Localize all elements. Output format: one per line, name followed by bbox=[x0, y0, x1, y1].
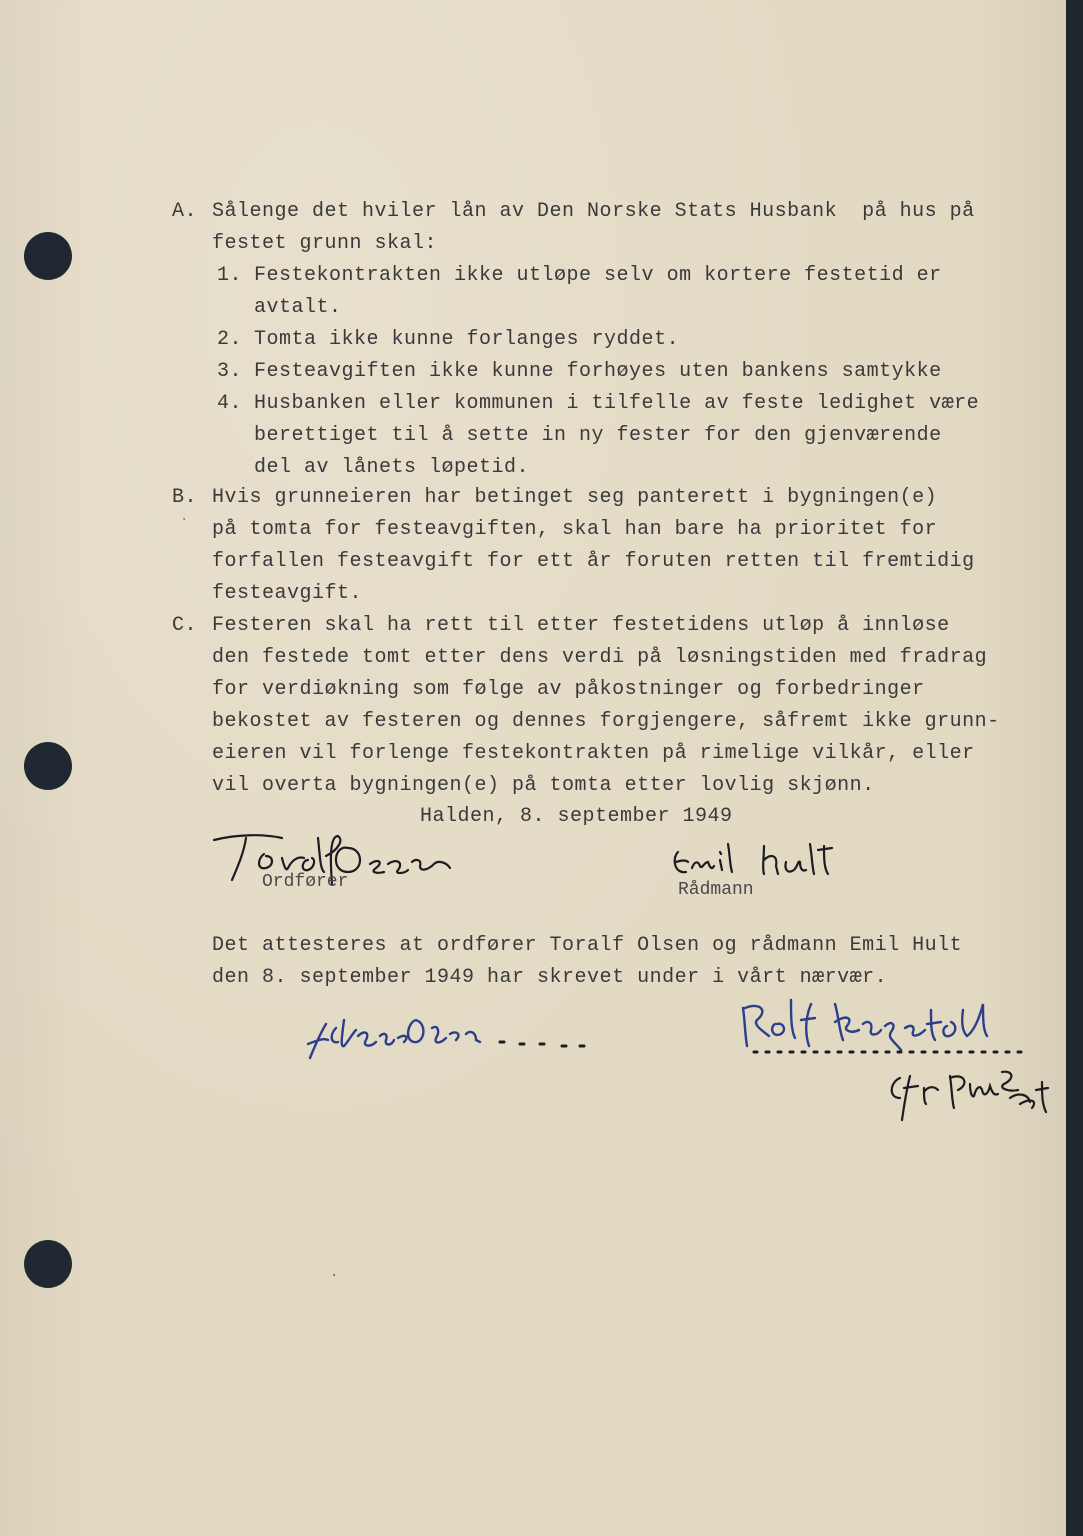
role-label-radmann: Rådmann bbox=[678, 880, 754, 900]
clause-marker: A. bbox=[172, 200, 198, 223]
clause-marker: C. bbox=[172, 614, 198, 637]
paper-speck: · bbox=[330, 1268, 339, 1284]
signature-witness-edgar-olsen bbox=[300, 1000, 600, 1085]
clause-line: Husbanken eller kommunen i tilfelle av feste ledighet være bbox=[254, 392, 980, 415]
clause-marker: 4. bbox=[217, 392, 243, 415]
role-label-ordforer: Ordfører bbox=[262, 872, 349, 892]
clause-line: Sålenge det hviler lån av Den Norske Stats Husbank på hus på bbox=[212, 200, 975, 223]
handwritten-note-signature bbox=[880, 1058, 1060, 1143]
clause-line: den festede tomt etter dens verdi på løsningstiden med fradrag bbox=[212, 646, 988, 669]
clause-line: forfallen festeavgift for ett år foruten retten til fremtidig bbox=[212, 550, 975, 573]
punch-hole bbox=[24, 1240, 72, 1288]
clause-line: vil overta bygningen(e) på tomta etter lovlig skjønn. bbox=[212, 774, 875, 797]
clause-line: på tomta for festeavgiften, skal han bare ha prioritet for bbox=[212, 518, 938, 541]
attestation-line: Det attesteres at ordfører Toralf Olsen og rådmann Emil Hult bbox=[212, 934, 963, 957]
punch-hole bbox=[24, 742, 72, 790]
clause-marker: 1. bbox=[217, 264, 243, 287]
place-date: Halden, 8. september 1949 bbox=[420, 805, 733, 828]
clause-line: festeavgift. bbox=[212, 582, 363, 605]
clause-line: del av lånets løpetid. bbox=[254, 456, 530, 479]
clause-line: festet grunn skal: bbox=[212, 232, 438, 255]
clause-line: eieren vil forlenge festekontrakten på rimelige vilkår, eller bbox=[212, 742, 975, 765]
punch-hole bbox=[24, 232, 72, 280]
clause-line: Hvis grunneieren har betinget seg panterett i bygningen(e) bbox=[212, 486, 938, 509]
clause-line: berettiget til å sette in ny fester for den gjenværende bbox=[254, 424, 942, 447]
attestation-line: den 8. september 1949 har skrevet under i vårt nærvær. bbox=[212, 966, 888, 989]
paper-speck: · bbox=[180, 512, 189, 528]
clause-marker: B. bbox=[172, 486, 198, 509]
clause-line: bekostet av festeren og dennes forgjengere, såfremt ikke grunn- bbox=[212, 710, 1000, 733]
clause-line: Festekontrakten ikke utløpe selv om kortere festetid er bbox=[254, 264, 942, 287]
clause-marker: 2. bbox=[217, 328, 243, 351]
scan-background bbox=[1066, 0, 1083, 1536]
clause-line: for verdiøkning som følge av påkostninger og forbedringer bbox=[212, 678, 925, 701]
clause-marker: 3. bbox=[217, 360, 243, 383]
clause-line: avtalt. bbox=[254, 296, 342, 319]
clause-line: Festeavgiften ikke kunne forhøyes uten bankens samtykke bbox=[254, 360, 942, 383]
clause-line: Festeren skal ha rett til etter festetidens utløp å innløse bbox=[212, 614, 950, 637]
clause-line: Tomta ikke kunne forlanges ryddet. bbox=[254, 328, 680, 351]
